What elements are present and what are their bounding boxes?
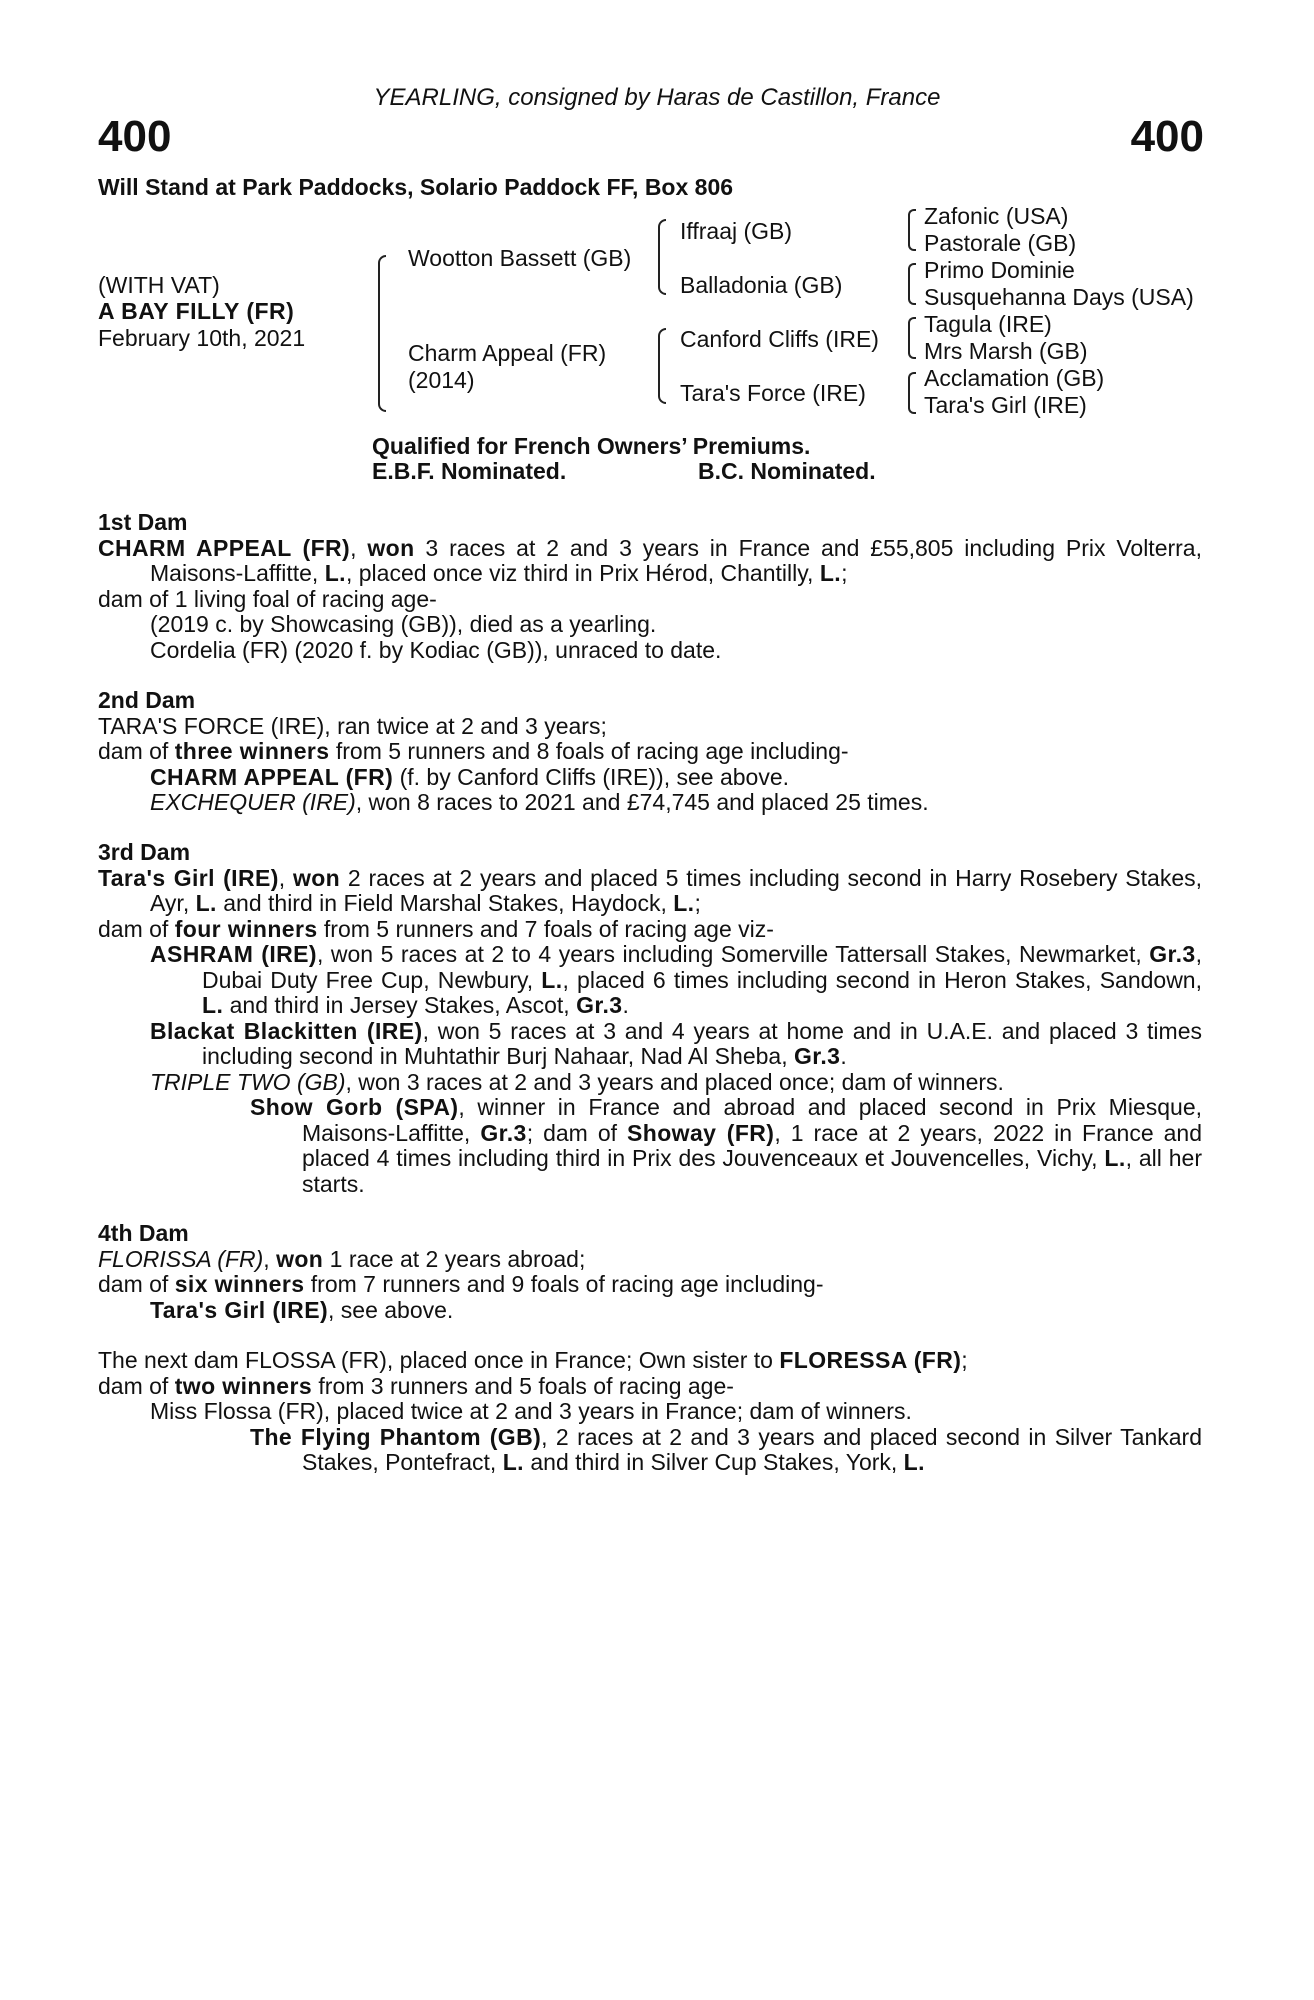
- produce-entry: Tara's Girl (IRE), see above.: [150, 1296, 454, 1323]
- ebf-note: E.B.F. Nominated.: [372, 458, 567, 484]
- pedigree-brace: [658, 219, 666, 295]
- third-dam-section: [98, 840, 1202, 1197]
- produce-entry: The Flying Phantom (GB), 2 races at 2 and 3 years and placed second in Silver Tankard Stakes, Pontefract, L. and third in Silver Cup Stakes, York, L.: [250, 1423, 1202, 1475]
- pedigree-dam-dam: Tara's Force (IRE): [680, 380, 866, 406]
- horse-name: A BAY FILLY (FR): [98, 298, 295, 324]
- pedigree-dsd: Mrs Marsh (GB): [924, 338, 1088, 364]
- consignment-line: YEARLING, consigned by Haras de Castillon, France: [373, 84, 941, 111]
- pedigree-sdd: Susquehanna Days (USA): [924, 284, 1194, 310]
- pedigree-dam-sire: Canford Cliffs (IRE): [680, 326, 879, 352]
- dam-of-line: dam of six winners from 7 runners and 9 foals of racing age including-: [98, 1271, 824, 1297]
- produce-entry: CHARM APPEAL (FR) (f. by Canford Cliffs (IRE)), see above.: [150, 763, 790, 790]
- pedigree-dam: Charm Appeal (FR): [408, 340, 607, 366]
- dam-of-line: dam of four winners from 5 runners and 7 foals of racing age viz-: [98, 915, 774, 942]
- fourth-dam-section: [98, 1221, 1202, 1323]
- section-heading: 3rd Dam: [98, 839, 191, 865]
- pedigree-brace: [378, 255, 386, 412]
- produce-entry: Blackat Blackitten (IRE), won 5 races at 3 and 4 years at home and in U.A.E. and placed 3 times including second in Muhtathir Burj Nahaar, Nad Al Sheba, Gr.3.: [150, 1017, 1202, 1069]
- dam-record: CHARM APPEAL (FR), won 3 races at 2 and 3 years in France and £55,805 including Prix Volterra, Maisons-Laffitte, L., placed once viz third in Prix Hérod, Chantilly, L.;: [98, 534, 1202, 586]
- dam-of-line: dam of two winners from 3 runners and 5 foals of racing age-: [98, 1372, 734, 1399]
- pedigree-brace: [908, 317, 916, 359]
- dam-record: The next dam FLOSSA (FR), placed once in France; Own sister to FLORESSA (FR);: [98, 1347, 968, 1373]
- pedigree-dam-year: (2014): [408, 367, 475, 393]
- dam-record: TARA'S FORCE (IRE), ran twice at 2 and 3 years;: [98, 712, 607, 739]
- foal-entry: (2019 c. by Showcasing (GB)), died as a yearling.: [150, 611, 657, 637]
- pedigree-dds: Acclamation (GB): [924, 365, 1105, 391]
- foal-entry: Cordelia (FR) (2020 f. by Kodiac (GB)), unraced to date.: [150, 636, 722, 663]
- dam-record: FLORISSA (FR), won 1 race at 2 years abroad;: [98, 1245, 586, 1272]
- dam-record: Tara's Girl (IRE), won 2 races at 2 years and placed 5 times including second in Harry Rosebery Stakes, Ayr, L. and third in Field Marshal Stakes, Haydock, L.;: [98, 864, 1203, 916]
- pedigree-sss: Zafonic (USA): [924, 203, 1069, 229]
- vat-note: (WITH VAT): [98, 272, 220, 298]
- next-dam-section: [98, 1348, 1202, 1476]
- produce-entry: EXCHEQUER (IRE), won 8 races to 2021 and £74,745 and placed 25 times.: [150, 789, 929, 815]
- section-heading: 1st Dam: [98, 509, 188, 535]
- pedigree-brace: [908, 209, 916, 251]
- section-heading: 4th Dam: [98, 1220, 189, 1246]
- pedigree-sire-dam: Balladonia (GB): [680, 272, 843, 298]
- pedigree-brace: [908, 263, 916, 305]
- bc-note: B.C. Nominated.: [698, 458, 876, 484]
- pedigree-brace: [658, 328, 666, 404]
- pedigree-ddd: Tara's Girl (IRE): [924, 392, 1087, 418]
- section-heading: 2nd Dam: [98, 687, 196, 713]
- premiums-note: Qualified for French Owners’ Premiums.: [372, 433, 811, 459]
- lot-number-right: 400: [1130, 112, 1204, 161]
- dam-of-line: dam of three winners from 5 runners and 8 foals of racing age including-: [98, 738, 849, 764]
- produce-entry: ASHRAM (IRE), won 5 races at 2 to 4 years including Somerville Tattersall Stakes, Newmarket, Gr.3, Dubai Duty Free Cup, Newbury, L., placed 6 times including second in Heron Stakes, Sandown, L. and third in Jersey Stakes, Ascot, Gr.3.: [150, 941, 1203, 1018]
- pedigree-ssd: Pastorale (GB): [924, 230, 1077, 256]
- pedigree-brace: [908, 372, 916, 414]
- pedigree-dss: Tagula (IRE): [924, 311, 1052, 337]
- pedigree-sire: Wootton Bassett (GB): [408, 245, 632, 271]
- stable-location: Will Stand at Park Paddocks, Solario Paddock FF, Box 806: [98, 174, 734, 200]
- foaling-date: February 10th, 2021: [98, 325, 306, 351]
- produce-entry: Miss Flossa (FR), placed twice at 2 and 3 years in France; dam of winners.: [150, 1398, 912, 1424]
- dam-of-line: dam of 1 living foal of racing age-: [98, 585, 437, 612]
- lot-number-left: 400: [98, 112, 172, 161]
- second-dam-section: [98, 688, 1202, 816]
- pedigree-sds: Primo Dominie: [924, 257, 1075, 283]
- pedigree-sire-sire: Iffraaj (GB): [680, 218, 793, 244]
- produce-entry: Show Gorb (SPA), winner in France and abroad and placed second in Prix Miesque, Maisons-Laffitte, Gr.3; dam of Showay (FR), 1 race at 2 years, 2022 in France and placed 4 times including third in Prix des Jouvenceaux et Jouvencelles, Vichy, L., all her starts.: [250, 1094, 1202, 1197]
- produce-entry: TRIPLE TWO (GB), won 3 races at 2 and 3 years and placed once; dam of winners.: [150, 1068, 1004, 1095]
- first-dam-section: [98, 510, 1202, 663]
